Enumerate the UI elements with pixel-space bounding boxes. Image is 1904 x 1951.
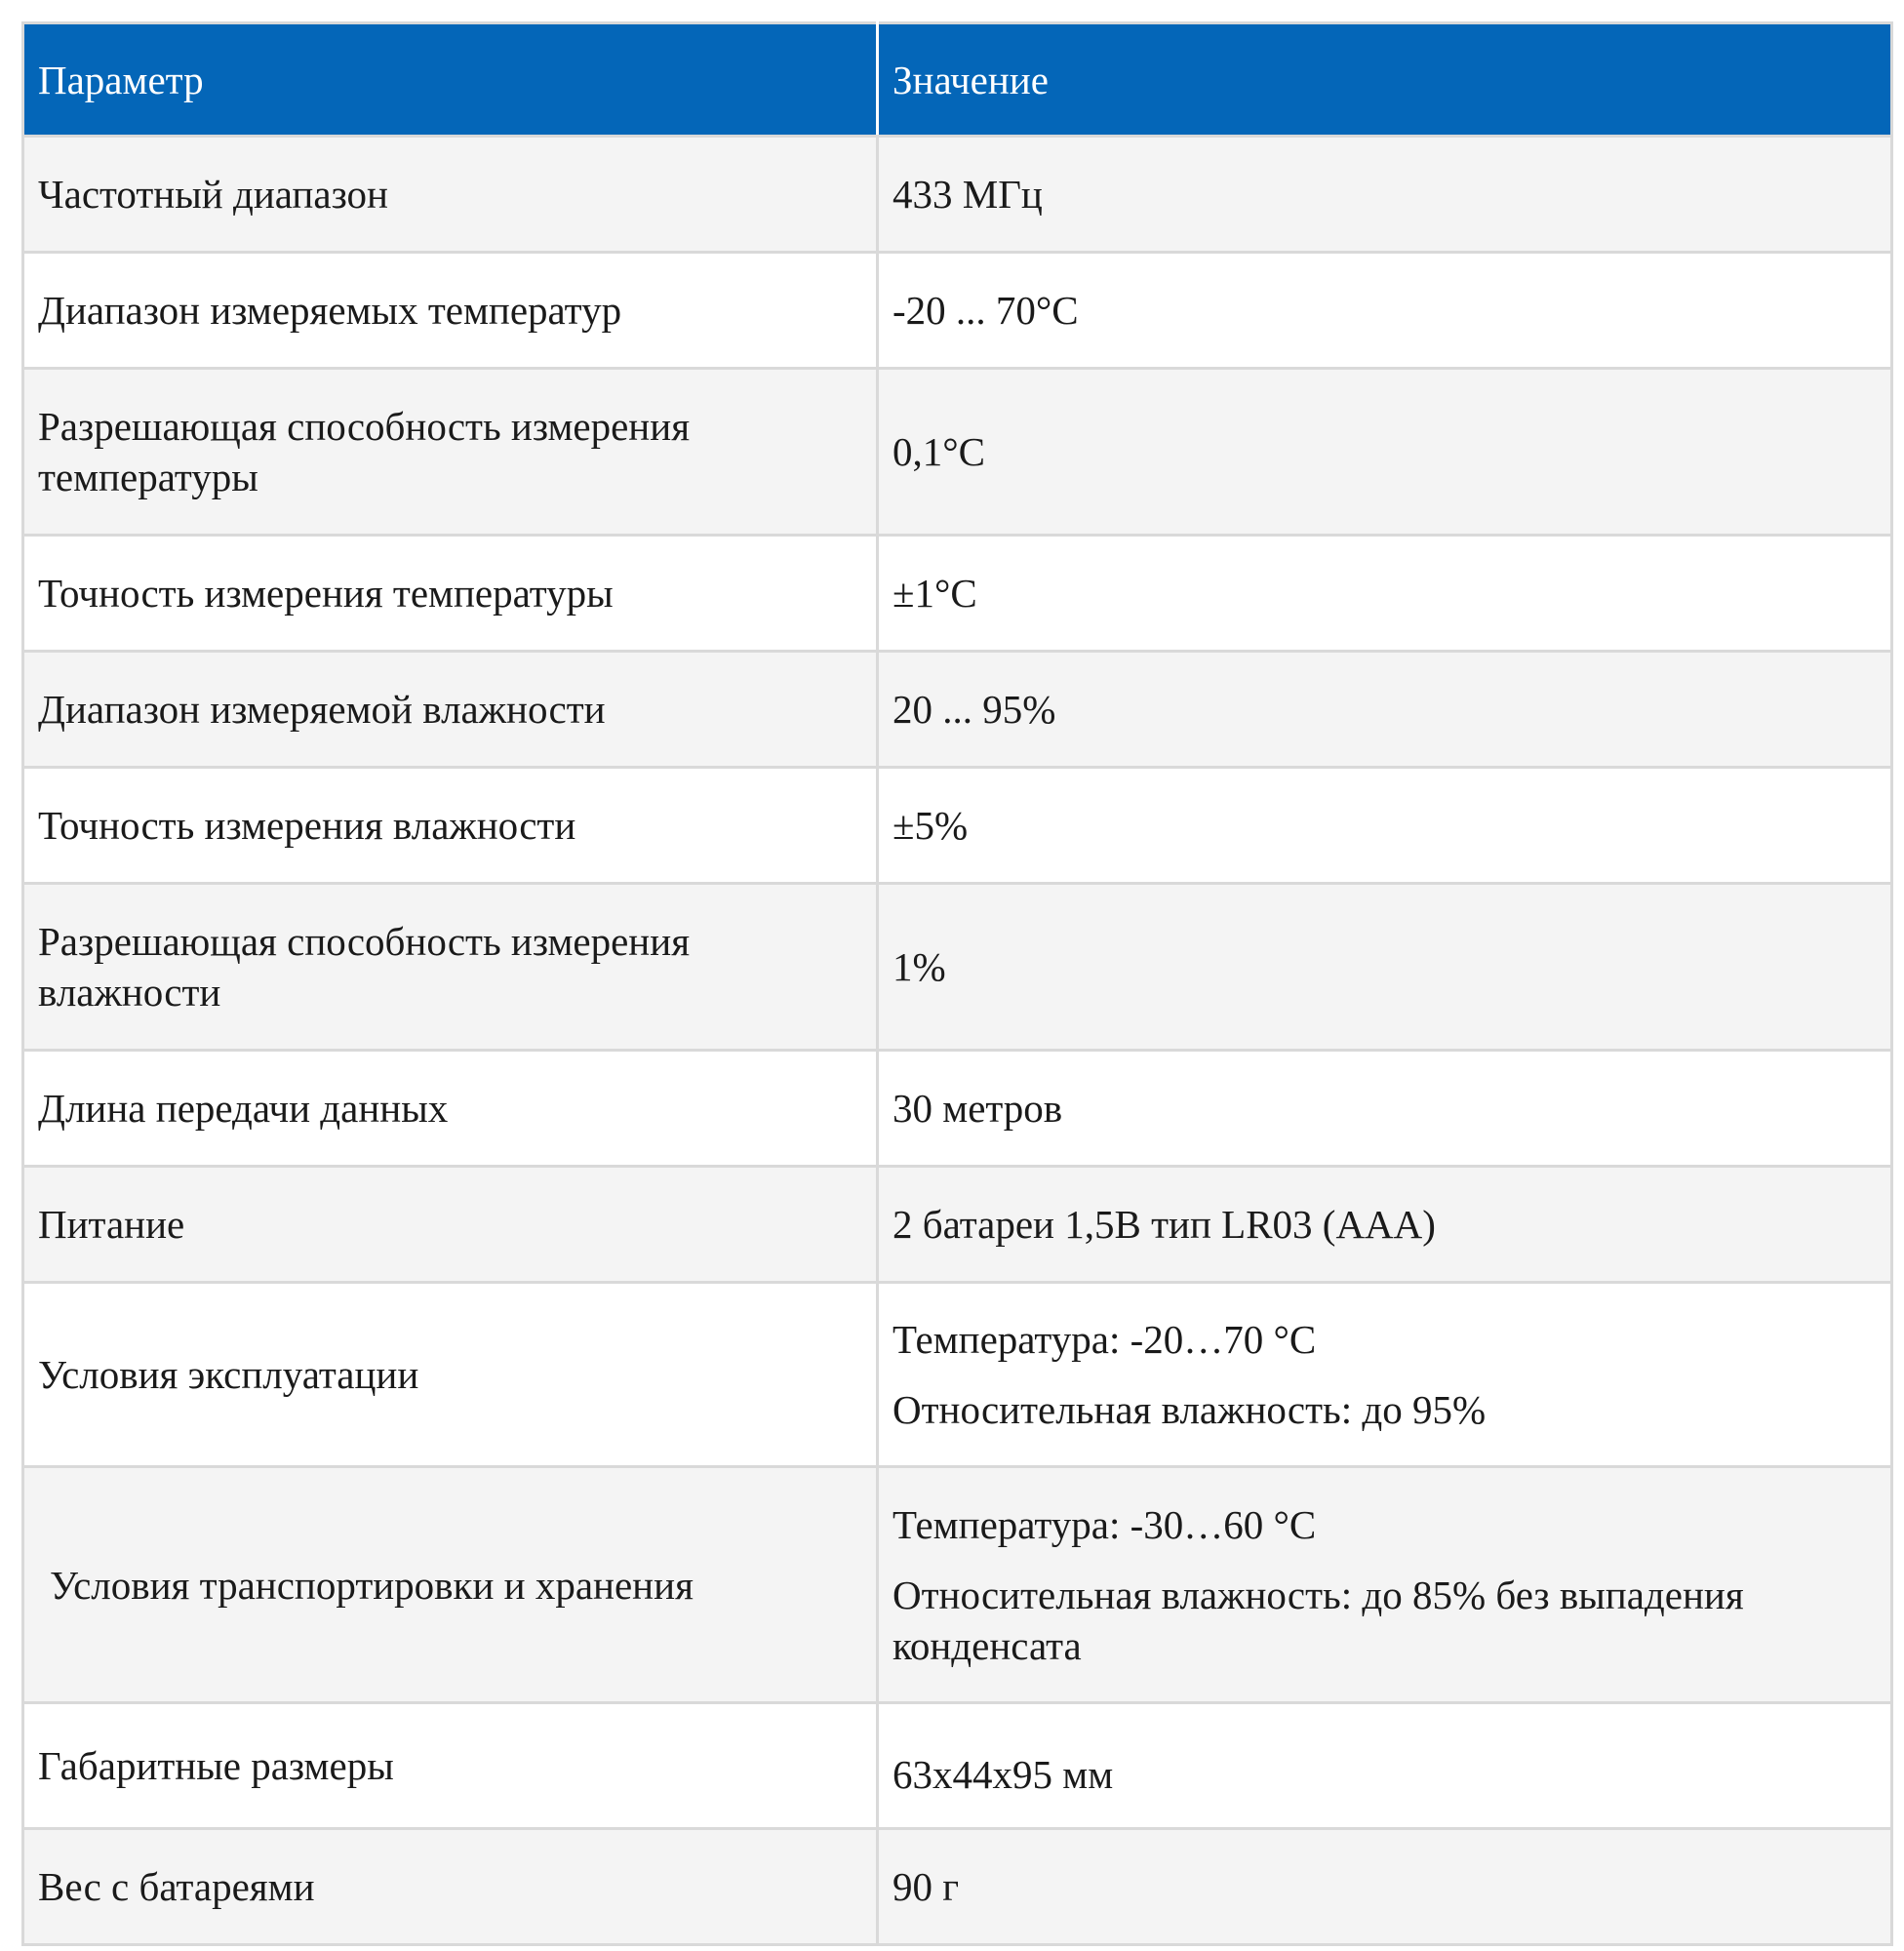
value-cell: ±1°С [878, 536, 1892, 652]
table-row [23, 1829, 1892, 1945]
table-row [23, 1703, 1892, 1829]
table-row [23, 884, 1892, 1051]
value-cell: ±5% [878, 768, 1892, 884]
param-cell: Условия транспортировки и хранения [23, 1467, 878, 1703]
value-cell: 2 батареи 1,5В тип LR03 (AAA) [878, 1167, 1892, 1283]
param-cell: Точность измерения влажности [23, 768, 878, 884]
param-cell: Частотный диапазон [23, 137, 878, 253]
value-line: Относительная влажность: до 85% без выпадения конденсата [892, 1572, 1744, 1668]
table-row [23, 536, 1892, 652]
column-header-param: Параметр [23, 23, 878, 137]
value-cell: 30 метров [878, 1051, 1892, 1167]
value-cell [878, 1283, 1892, 1467]
param-cell: Длина передачи данных [23, 1051, 878, 1167]
table-row [23, 652, 1892, 768]
value-line: Относительная влажность: до 95% [892, 1387, 1487, 1432]
table-row [23, 1051, 1892, 1167]
value-cell: 90 г [878, 1829, 1892, 1945]
param-cell: Вес с батареями [23, 1829, 878, 1945]
value-cell [878, 1467, 1892, 1703]
value-cell: 20 ... 95% [878, 652, 1892, 768]
param-cell: Диапазон измеряемых температур [23, 253, 878, 369]
value-cell: 433 МГц [878, 137, 1892, 253]
table-row [23, 137, 1892, 253]
table-row [23, 1283, 1892, 1467]
column-header-value: Значение [878, 23, 1892, 137]
value-line: Температура: -30…60 °С [892, 1501, 1317, 1547]
table-row [23, 253, 1892, 369]
table-header-row [23, 23, 1892, 137]
value-line: Температура: -20…70 °С [892, 1317, 1317, 1362]
param-cell: Габаритные размеры [23, 1703, 878, 1829]
table-row [23, 369, 1892, 536]
table-row [23, 1467, 1892, 1703]
param-cell: Разрешающая способность измерения температуры [23, 369, 878, 536]
param-cell: Разрешающая способность измерения влажности [23, 884, 878, 1051]
table-row [23, 768, 1892, 884]
value-cell: 63x44x95 мм [878, 1703, 1892, 1829]
value-cell: 0,1°С [878, 369, 1892, 536]
value-cell: 1% [878, 884, 1892, 1051]
param-cell: Точность измерения температуры [23, 536, 878, 652]
param-cell: Диапазон измеряемой влажности [23, 652, 878, 768]
spec-table [21, 21, 1893, 1946]
table-row [23, 1167, 1892, 1283]
value-cell: -20 ... 70°С [878, 253, 1892, 369]
param-cell: Условия эксплуатации [23, 1283, 878, 1467]
param-cell: Питание [23, 1167, 878, 1283]
spec-table-container [21, 21, 1890, 1946]
